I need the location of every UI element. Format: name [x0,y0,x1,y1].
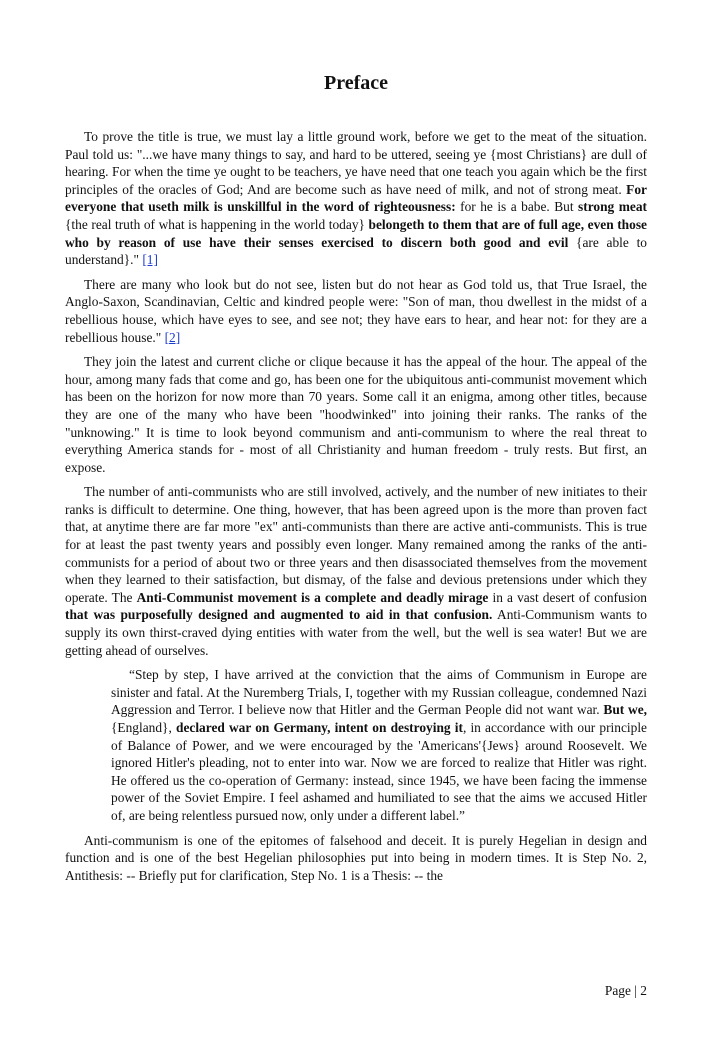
p1-text-3: {the real truth of what is happening in the world today} [65,216,369,232]
page-title: Preface [323,72,389,94]
p4-bold-1: Anti-Communist movement is a complete and deadly mirage [136,589,489,605]
p1-bold-3: belongeth to them that are of full age, even those who by reason of use have their senses exercised to discern both good and evil [65,216,647,250]
block-quote [111,666,647,824]
footnote-link-2[interactable]: [2] [164,329,181,345]
footnote-link-1[interactable]: [1] [142,252,158,268]
p2-text-1: There are many who look but do not see, listen but do not hear as God told us, that True Israel, the Anglo-Saxon, Scandinavian, Celtic and kindred people were: "Son of man, thou dwellest in the midst of a rebellious house, which have eyes to see, and see not; they have ears to hear, and hear not: for they are a rebellious house." [65,276,647,345]
quote-text-2: {England}, [111,720,176,735]
quote-text-1: “Step by step, I have arrived at the conviction that the aims of Communism in Europe are sinister and fatal. At the Nuremberg Trials, I, together with my Russian colleague, condemned Nazi Aggression and Terror. I believe now that Hitler and the German People did not want war. [111,667,647,718]
p4-text-1: The number of anti-communists who are still involved, actively, and the number of new initiates to their ranks is difficult to determine. One thing, however, that has been agreed upon is the more than proven fact that, at anytime there are far more "ex" anti-communists than there are active anti-communists. This is true for at least the past twenty years and possibly even longer. Many remained among the ranks of the anti-communists for a period of about two or three years and then disassociated themselves from the movement when they learned to their satisfaction, but dismay, of the false and devious pretensions under which they operate. The [65,484,647,605]
paragraph-2 [65,276,647,346]
quote-bold-1: But we, [603,702,647,718]
p1-text-2: for he is a babe. But [455,199,579,215]
p1-text-4: {are able to understand}." [65,234,647,268]
page-number: Page | 2 [604,983,647,998]
p4-text-3: Anti-Communism wants to supply its own thirst-craved dying entities with water from the well, but the well is sea water! But we are getting ahead of ourselves. [65,607,647,658]
p1-text-1: To prove the title is true, we must lay a little ground work, before we get to the meat of the situation. Paul told us: "...we have many things to say, and hard to be uttered, seeing ye {most Christians} are dull of hearing. For when the time ye ought to be teachers, ye have need that one teach you again which be the first principles of the oracles of God; And are become such as have need of milk, and not of strong meat. [65,129,647,197]
paragraph-5: Anti-communism is one of the epitomes of falsehood and deceit. It is purely Hegelian in design and function and is one of the best Hegelian philosophies put into being in modern times. It is Step No. 2, Antithesis: -- Briefly put for clarification, Step No. 1 is a Thesis: -- the [65,832,647,883]
p1-bold-1: For everyone that useth milk is unskillful in the word of righteousness: [65,181,647,215]
p4-bold-2: that was purposefully designed and augmented to aid in that confusion. [65,607,493,623]
p1-bold-2: strong meat [578,199,647,215]
paragraph-3: They join the latest and current cliche or clique because it has the appeal of the hour. The appeal of the hour, among many fads that come and go, has been one for the ubiquitous anti-communist movement which has been on the horizon for now more than 70 years. Some call it an enigma, among other titles, because they are one of the many who have been "hoodwinked" into joining their ranks. The ranks of the "unknowing." It is time to look beyond communism and anti-communism to where the real threat to everything America stands for - most of all Christianity and human freedom - truly rests. But first, an expose. [65,354,647,475]
paragraph-1 [65,128,647,269]
quote-bold-2: declared war on Germany, intent on destroying it [176,720,463,735]
quote-text-3: , in accordance with our principle of Balance of Power, and we were encouraged by the 'Americans'{Jews} around Roosevelt. We ignored Hitler's pleading, not to enter into war. Now we are forced to realize that Hitler was right. He offered us the co-operation of Germany: instead, since 1945, we have been facing the immense power of the Soviet Empire. I feel ashamed and humiliated to see that the aims we accused Hitler of, are being relentless pursued now, only under a different label.” [111,720,647,823]
document-body [65,128,647,891]
p4-text-2: in a vast desert of confusion [488,589,647,605]
paragraph-4 [65,483,647,659]
